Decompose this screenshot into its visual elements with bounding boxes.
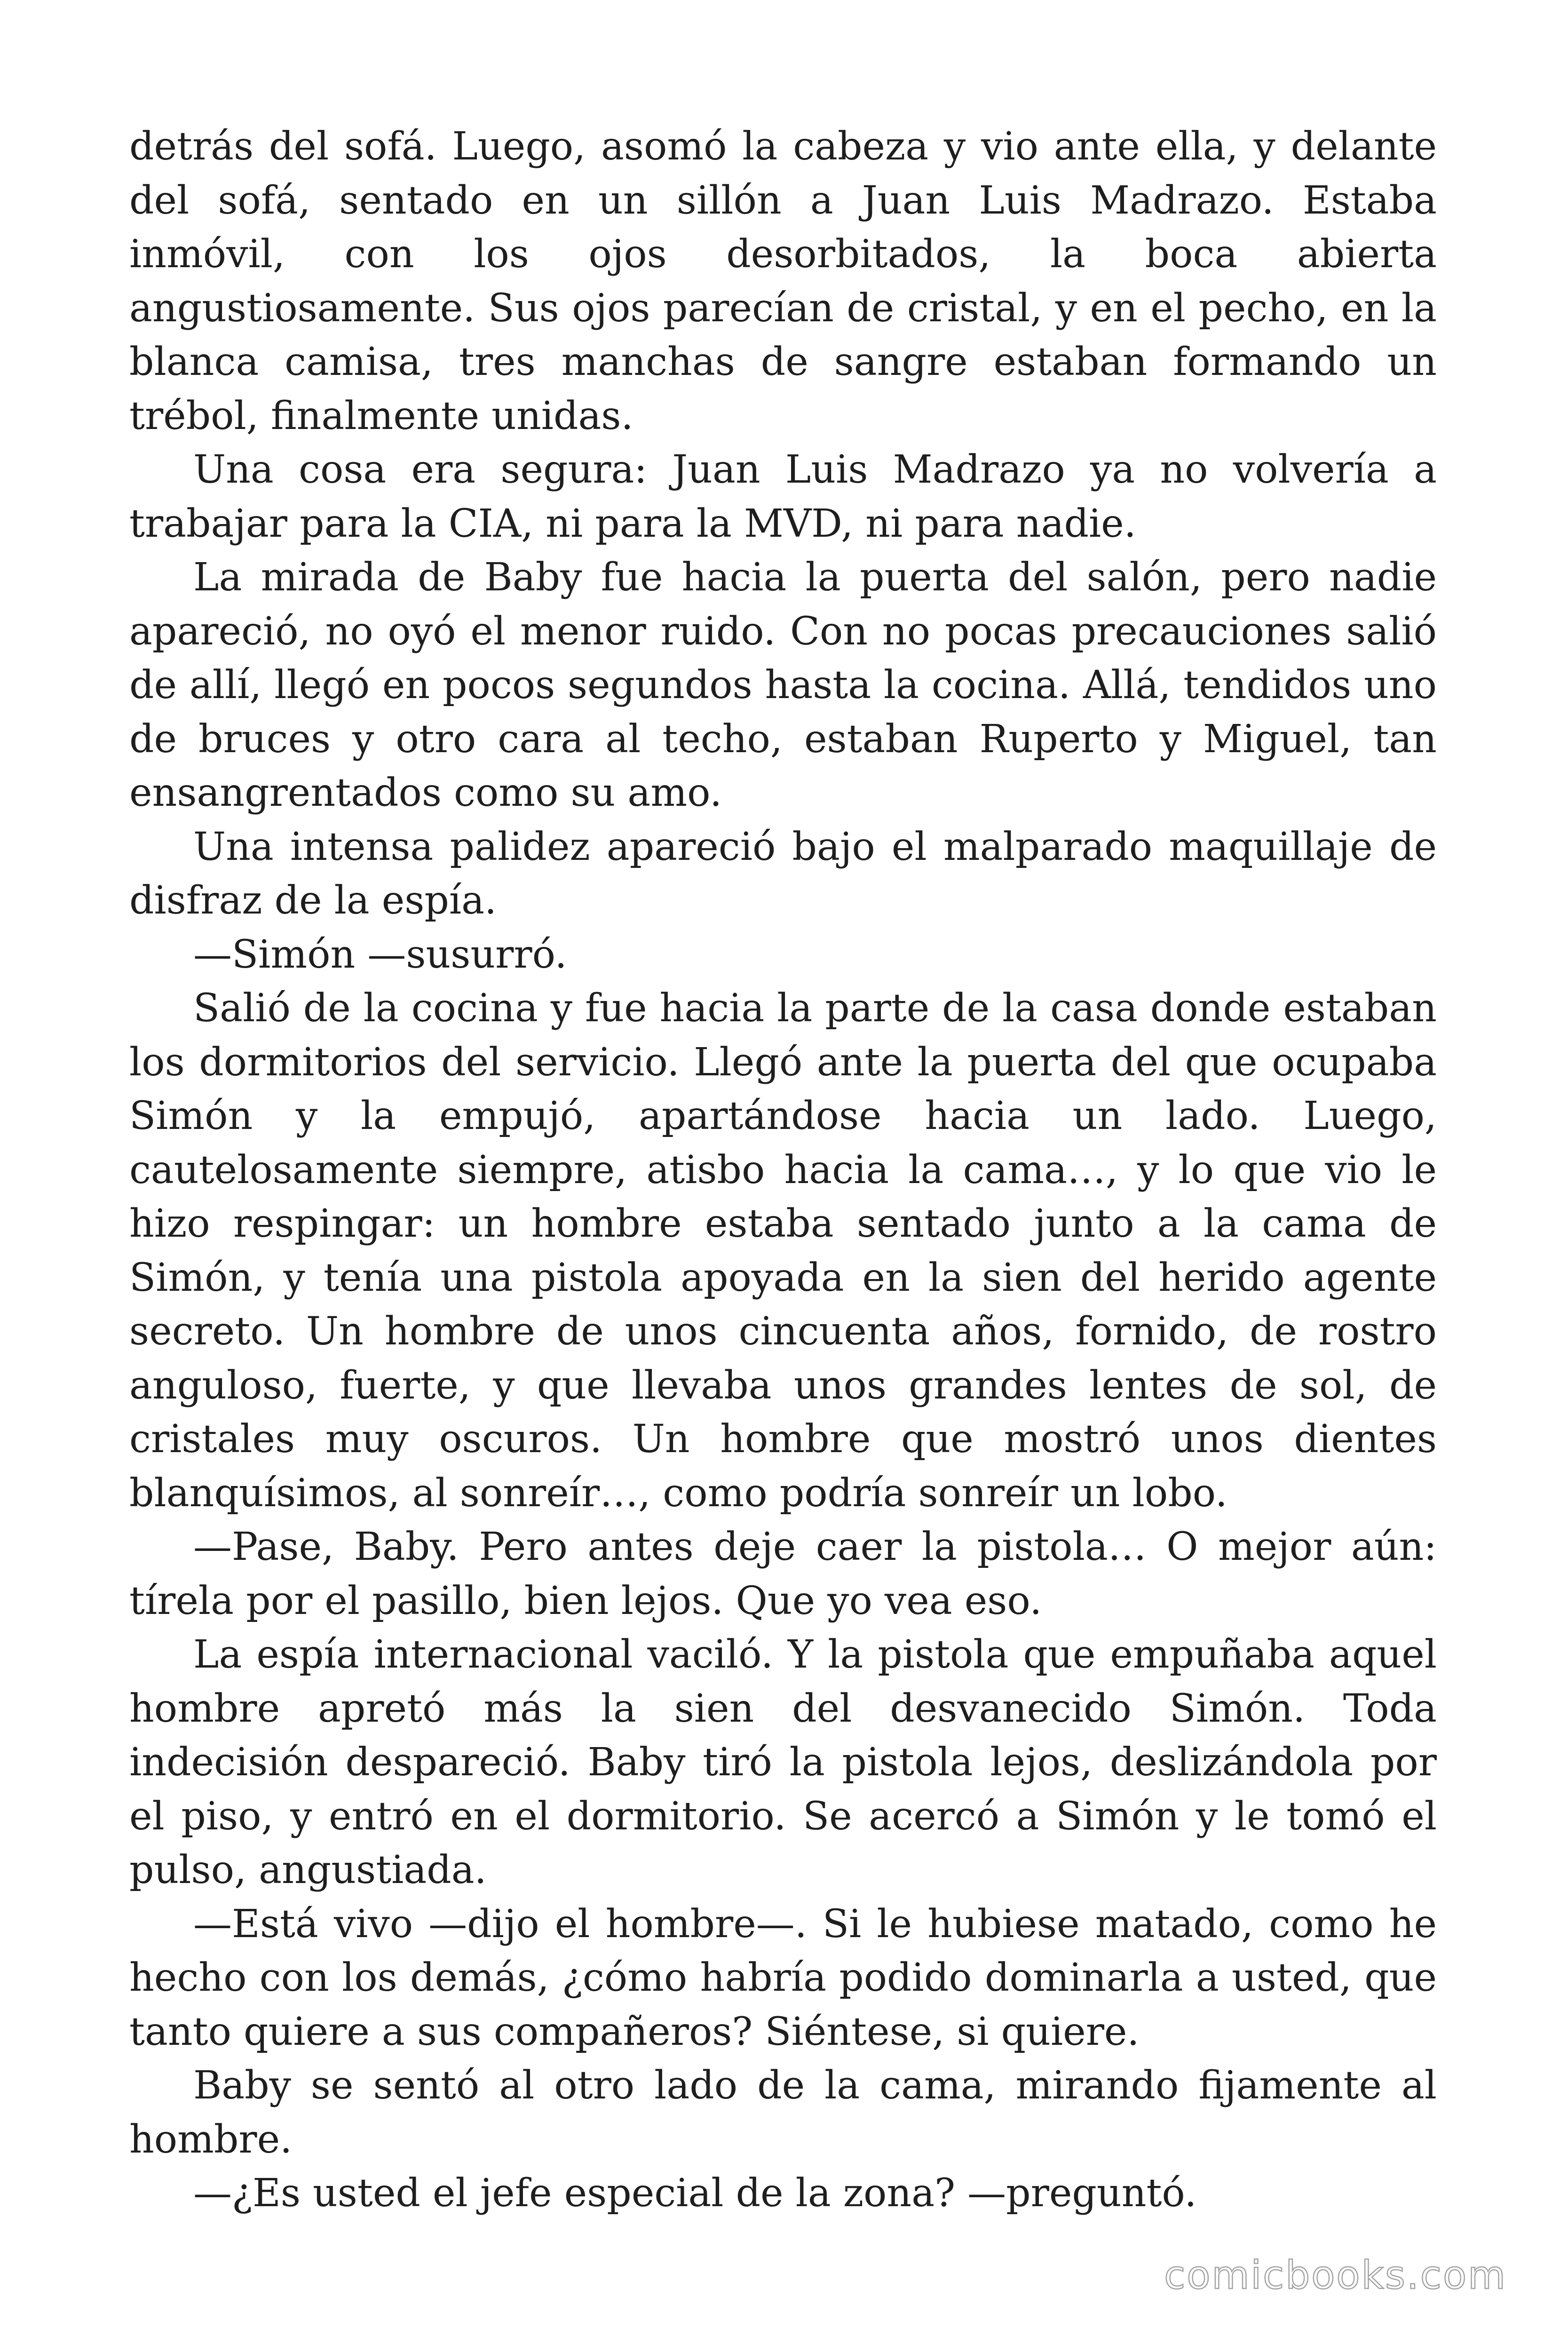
page-body-text bbox=[129, 120, 1437, 2221]
dialogue-line: —Está vivo —dijo el hombre—. Si le hubiese matado, como he hecho con los demás, ¿cómo habría podido dominarla a usted, que tanto quiere a sus compañeros? Siéntese, si quiere. bbox=[129, 1901, 1437, 2054]
paragraph: La espía internacional vaciló. Y la pistola que empuñaba aquel hombre apretó más la sien del desvanecido Simón. Toda indecisión despareció. Baby tiró la pistola lejos, deslizándola por el piso, y entró en el dormitorio. Se acercó a Simón y le tomó el pulso, angustiada. bbox=[129, 1632, 1437, 1892]
dialogue-line: —¿Es usted el jefe especial de la zona? —preguntó. bbox=[193, 2171, 1197, 2216]
paragraph: Una intensa palidez apareció bajo el malparado maquillaje de disfraz de la espía. bbox=[129, 824, 1437, 923]
watermark: comicbooks.com bbox=[1164, 2253, 1507, 2298]
paragraph: Baby se sentó al otro lado de la cama, mirando fijamente al hombre. bbox=[129, 2063, 1437, 2162]
paragraph: Salió de la cocina y fue hacia la parte de la casa donde estaban los dormitorios del servicio. Llegó ante la puerta del que ocupaba Simón y la empujó, apartándose hacia un lado. Luego, cautelosamente siempre, atisbo hacia la cama…, y lo que vio le hizo respingar: un hombre estaba sentado junto a la cama de Simón, y tenía una pistola apoyada en la sien del herido agente secreto. Un hombre de unos cincuenta años, fornido, de rostro anguloso, fuerte, y que llevaba unos grandes lentes de sol, de cristales muy oscuros. Un hombre que mostró unos dientes blanquísimos, al sonreír…, como podría sonreír un lobo. bbox=[129, 986, 1437, 1516]
dialogue-line: —Pase, Baby. Pero antes deje caer la pistola… O mejor aún: tírela por el pasillo, bien lejos. Que yo vea eso. bbox=[129, 1525, 1437, 1623]
paragraph-continuation: detrás del sofá. Luego, asomó la cabeza y vio ante ella, y delante del sofá, sentado en un sillón a Juan Luis Madrazo. Estaba inmóvil, con los ojos desorbitados, la boca abierta angustiosamente. Sus ojos parecían de cristal, y en el pecho, en la blanca camisa, tres manchas de sangre estaban formando un trébol, finalmente unidas. bbox=[129, 124, 1437, 438]
paragraph: La mirada de Baby fue hacia la puerta del salón, pero nadie apareció, no oyó el menor ruido. Con no pocas precauciones salió de allí, llegó en pocos segundos hasta la cocina. Allá, tendidos uno de bruces y otro cara al techo, estaban Ruperto y Miguel, tan ensangrentados como su amo. bbox=[129, 555, 1437, 815]
dialogue-line: —Simón —susurró. bbox=[193, 932, 567, 977]
paragraph: Una cosa era segura: Juan Luis Madrazo ya no volvería a trabajar para la CIA, ni para la MVD, ni para nadie. bbox=[129, 447, 1437, 546]
